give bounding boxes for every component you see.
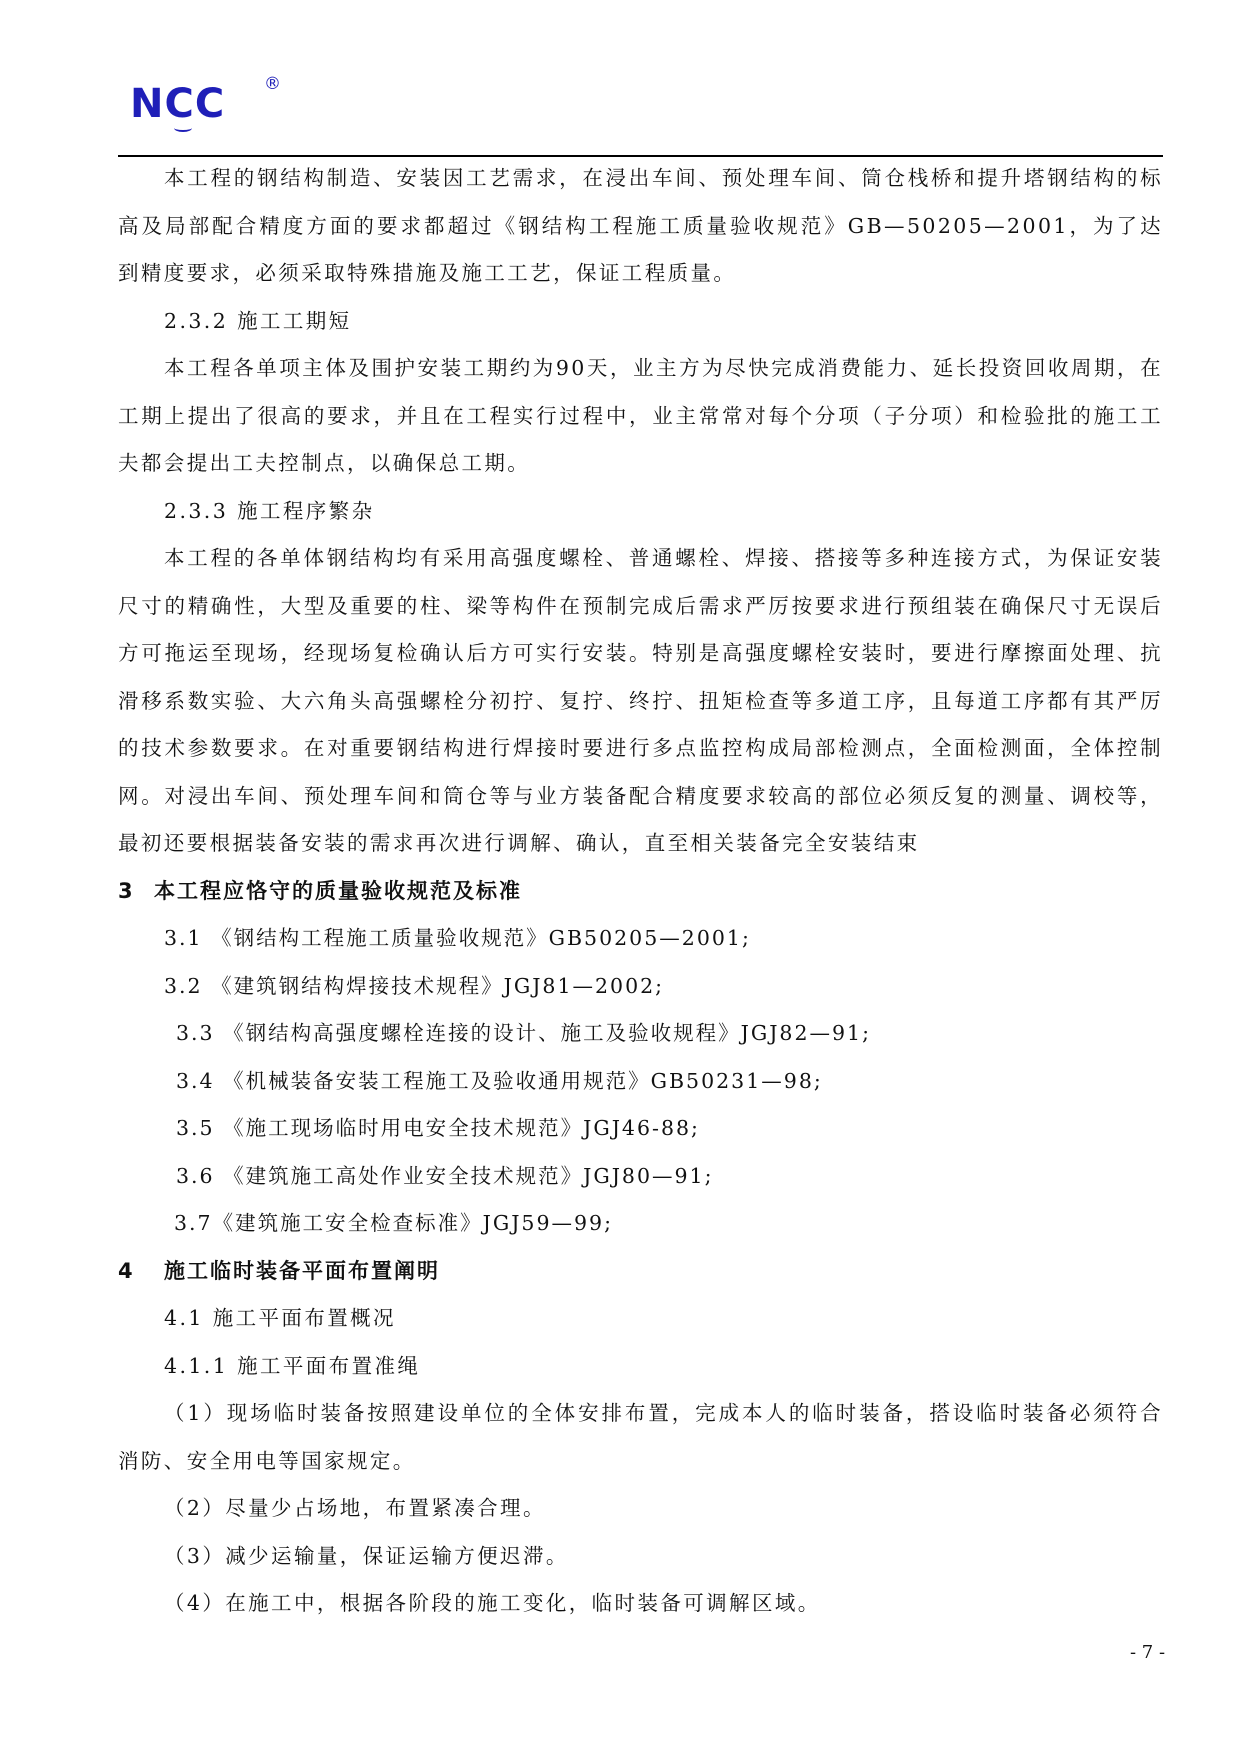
subheading-2-3-2: 2.3.2 施工工期短 <box>164 308 352 333</box>
section-3-heading <box>118 868 1163 916</box>
registered-mark-icon: ® <box>264 74 281 94</box>
list-item: （2）尽量少占场地，布置紧凑合理。 <box>164 1496 546 1520</box>
paragraph-schedule: 本工程各单项主体及围护安装工期约为90天，业主方为尽快完成消费能力、延长投资回收周期，在工期上提出了很高的要求，并且在工程实行过程中，业主常常对每个分项（子分项）和检验批的施工工夫都会提出工夫控制点，以确保总工期。 <box>118 356 1163 475</box>
logo-swoosh-icon <box>174 124 192 132</box>
subheading-4-1-1: 4.1.1 施工平面布置准绳 <box>164 1353 421 1378</box>
standard-item: 3.4 《机械装备安装工程施工及验收通用规范》GB50231—98; <box>176 1068 823 1093</box>
section-4-title: 施工临时装备平面布置阐明 <box>164 1258 440 1283</box>
list-item: （1）现场临时装备按照建设单位的全体安排布置，完成本人的临时装备，搭设临时装备必须符合消防、安全用电等国家规定。 <box>118 1401 1163 1473</box>
section-4-heading <box>118 1248 1163 1296</box>
section-4-number: 4 <box>118 1258 135 1283</box>
document-body <box>118 155 1163 1628</box>
standard-item: 3.3 《钢结构高强度螺栓连接的设计、施工及验收规程》JGJ82—91; <box>176 1021 872 1045</box>
page-number: - 7 - <box>1130 1642 1166 1663</box>
paragraph-precision: 本工程的钢结构制造、安装因工艺需求，在浸出车间、预处理车间、筒仓栈桥和提升塔钢结构的标高及局部配合精度方面的要求都超过《钢结构工程施工质量验收规范》GB—50205—2001，为了达到精度要求，必须采取特殊措施及施工工艺，保证工程质量。 <box>118 166 1163 285</box>
standard-item: 3.5 《施工现场临时用电安全技术规范》JGJ46-88; <box>176 1116 700 1140</box>
ncc-logo <box>130 74 281 127</box>
standard-item: 3.1 《钢结构工程施工质量验收规范》GB50205—2001; <box>164 926 751 950</box>
section-3-title: 本工程应恪守的质量验收规范及标准 <box>154 878 522 903</box>
standard-item: 3.6 《建筑施工高处作业安全技术规范》JGJ80—91; <box>176 1163 714 1188</box>
list-item: （4）在施工中，根据各阶段的施工变化，临时装备可调解区域。 <box>164 1591 821 1615</box>
subheading-2-3-3: 2.3.3 施工程序繁杂 <box>164 498 375 523</box>
logo-text: NCC <box>130 81 226 127</box>
standard-item: 3.7《建筑施工安全检查标准》JGJ59—99; <box>174 1211 613 1235</box>
standard-item: 3.2 《建筑钢结构焊接技术规程》JGJ81—2002; <box>164 973 665 998</box>
subheading-4-1: 4.1 施工平面布置概况 <box>164 1306 396 1330</box>
paragraph-procedure: 本工程的各单体钢结构均有采用高强度螺栓、普通螺栓、焊接、搭接等多种连接方式，为保证安装尺寸的精确性，大型及重要的柱、梁等构件在预制完成后需求严厉按要求进行预组装在确保尺寸无误后方可拖运至现场，经现场复检确认后方可实行安装。特别是高强度螺栓安装时，要进行摩擦面处理、抗滑移系数实验、大六角头高强螺栓分初拧、复拧、终拧、扭矩检查等多道工序，且每道工序都有其严厉的技术参数要求。在对重要钢结构进行焊接时要进行多点监控构成局部检测点，全面检测面，全体控制网。对浸出车间、预处理车间和筒仓等与业方装备配合精度要求较高的部位必须反复的测量、调校等，最初还要根据装备安装的需求再次进行调解、确认，直至相关装备完全安装结束 <box>118 546 1163 855</box>
section-3-number: 3 <box>118 878 135 903</box>
list-item: （3）减少运输量，保证运输方便迟滞。 <box>164 1543 569 1568</box>
